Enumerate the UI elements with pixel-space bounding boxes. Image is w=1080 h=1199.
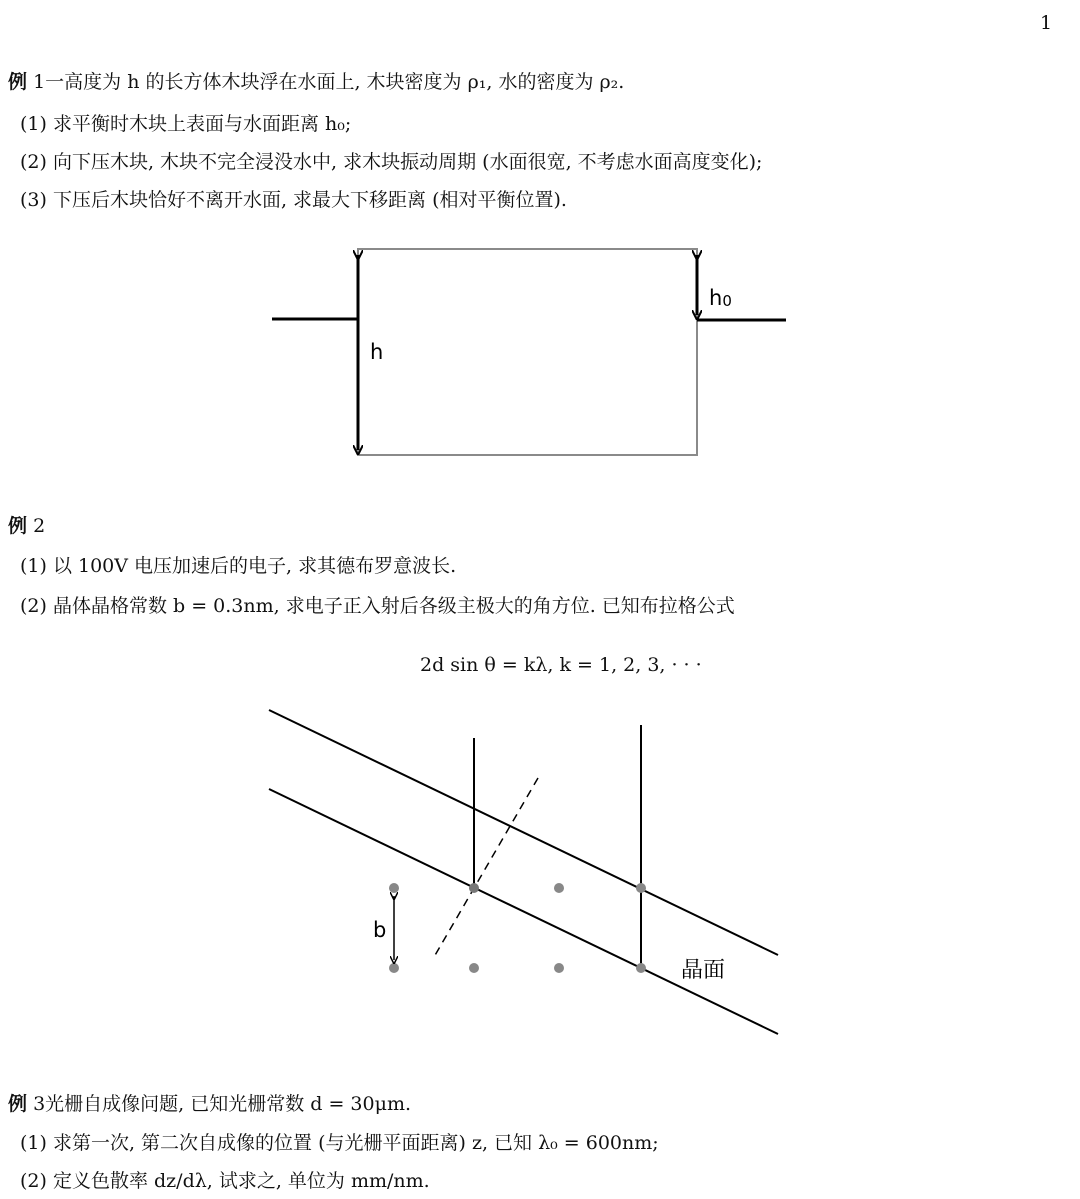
example-3-title [8,1092,411,1116]
example-1-item-1: (1) 求平衡时木块上表面与水面距离 h₀; [20,113,352,135]
example-3-item-2: (2) 定义色散率 dz/dλ, 试求之, 单位为 mm/nm. [20,1170,430,1192]
crystal-plane-label: 晶面 [681,958,726,983]
h-label: h [370,340,384,364]
lattice-point [636,883,646,893]
wavefront-dashed-line [434,778,538,957]
crystal-plane-upper [269,710,778,955]
example-2-item-2: (2) 晶体晶格常数 b = 0.3nm, 求电子正入射后各级主极大的角方位. 已知布拉格公式 [20,595,735,617]
lattice-point [554,883,564,893]
example-2-title-text: 2 [33,515,46,537]
example-3-title-text: 3光栅自成像问题, 已知光栅常数 d = 30μm. [33,1093,412,1115]
example-2-label: 例 [8,515,28,537]
b-label: b [373,918,387,942]
bragg-formula: 2d sin θ = kλ, k = 1, 2, 3, · · · [420,654,702,676]
example-3-item-1: (1) 求第一次, 第二次自成像的位置 (与光栅平面距离) z, 已知 λ₀ = 600nm; [20,1132,659,1154]
lattice-point [389,963,399,973]
example-1-label: 例 [8,71,28,93]
lattice-point [469,883,479,893]
lattice-point [636,963,646,973]
example-2-item-1: (1) 以 100V 电压加速后的电子, 求其德布罗意波长. [20,555,457,577]
lattice-point [469,963,479,973]
example-1-title-text: 1一高度为 h 的长方体木块浮在水面上, 木块密度为 ρ₁, 水的密度为 ρ₂. [33,71,625,93]
crystal-plane-lower [269,789,778,1034]
lattice-point [389,883,399,893]
page-number: 1 [1040,12,1053,34]
example-3-label: 例 [8,1093,28,1115]
example-1-item-3: (3) 下压后木块恰好不离开水面, 求最大下移距离 (相对平衡位置). [20,189,567,211]
example-1-item-2: (2) 向下压木块, 木块不完全浸没水中, 求木块振动周期 (水面很宽, 不考虑水面高度变化); [20,151,763,173]
h0-label: h0 [709,286,732,310]
lattice-point [554,963,564,973]
